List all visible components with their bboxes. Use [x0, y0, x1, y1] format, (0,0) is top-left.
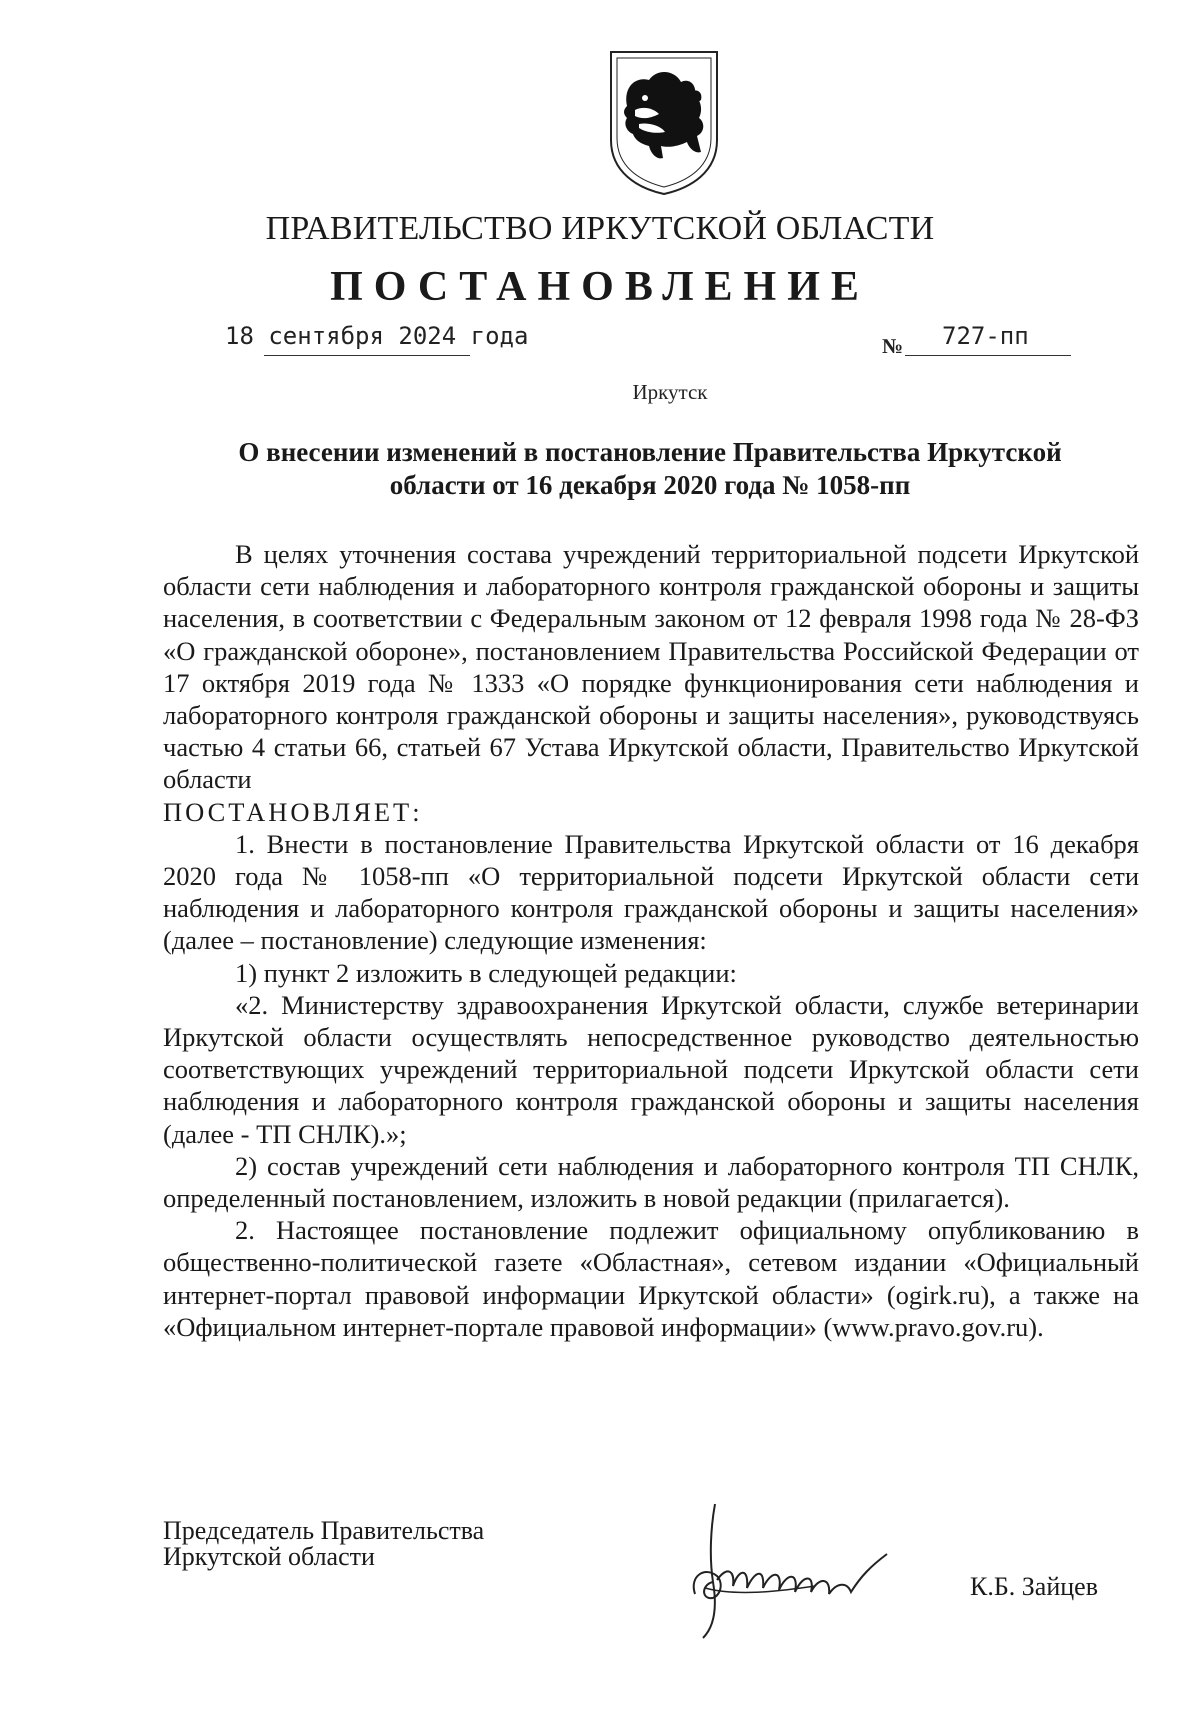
document-date: 18 сентября 2024 года — [225, 322, 529, 350]
preamble-paragraph: В целях уточнения состава учреждений территориальной подсети Иркутской области сети наблюдения и лабораторного контроля гражданской обороны и защиты населения, в соответствии с Федеральным законом от 12 февраля 1998 года № 28-ФЗ «О гражданской обороне», постановлением Правительства Российской Федерации от 17 октября 2019 года № 1333 «О порядке функционирования сети наблюдения и лабораторного контроля гражданской обороны и защиты населения», руководствуясь частью 4 статьи 66, статьей 67 Устава Иркутской области, Правительство Иркутской области — [163, 539, 1139, 795]
document-number: 727-пп — [942, 322, 1029, 350]
number-sign: № — [882, 334, 904, 358]
signatory-name: К.Б. Зайцев — [970, 1572, 1098, 1601]
date-underline — [264, 355, 470, 356]
decree-word: ПОСТАНОВЛЯЕТ: — [163, 796, 423, 827]
signatory-position-line-2: Иркутской области — [163, 1542, 375, 1571]
item-1-paragraph: 1. Внести в постановление Правительства Иркутской области от 16 декабря 2020 года № 1058-пп «О территориальной подсети Иркутской области сети наблюдения и лабораторного контроля гражданской обороны и защиты населения» (далее – постановление) следующие изменения: — [163, 828, 1139, 956]
signatory-position — [163, 1518, 484, 1570]
subject-line-1: О внесении изменений в постановление Правительства Иркутской — [238, 437, 1062, 467]
number-underline — [905, 355, 1071, 356]
coat-of-arms-icon — [605, 48, 723, 196]
document-type-title: ПОСТАНОВЛЕНИЕ — [330, 264, 870, 310]
item-1-1-text-paragraph: «2. Министерству здравоохранения Иркутской области, службе ветеринарии Иркутской области осуществлять непосредственное руководство деятельностью соответствующих учреждений территориальной подсети Иркутской области сети наблюдения и лабораторного контроля гражданской обороны и защиты населения (далее - ТП СНЛК).»; — [163, 989, 1139, 1149]
item-1-2-paragraph: 2) состав учреждений сети наблюдения и лабораторного контроля ТП СНЛК, определенный постановлением, изложить в новой редакции (прилагается). — [163, 1150, 1139, 1214]
item-2-paragraph: 2. Настоящее постановление подлежит официальному опубликованию в общественно-политической газете «Областная», сетевом издании «Официальный интернет-портал правовой информации Иркутской области» (ogirk.ru), а также на «Официальном интернет-портале правовой информации» (www.pravo.gov.ru). — [163, 1215, 1139, 1342]
city-label: Иркутск — [632, 380, 708, 404]
handwritten-signature-icon — [665, 1496, 935, 1646]
signatory-position-line-1: Председатель Правительства — [163, 1516, 485, 1545]
document-subject — [205, 436, 1095, 502]
item-1-1-paragraph: 1) пункт 2 изложить в следующей редакции: — [235, 957, 737, 988]
subject-line-2: области от 16 декабря 2020 года № 1058-пп — [389, 470, 911, 500]
document-body — [163, 538, 1139, 1343]
government-title: ПРАВИТЕЛЬСТВО ИРКУТСКОЙ ОБЛАСТИ — [265, 210, 935, 247]
